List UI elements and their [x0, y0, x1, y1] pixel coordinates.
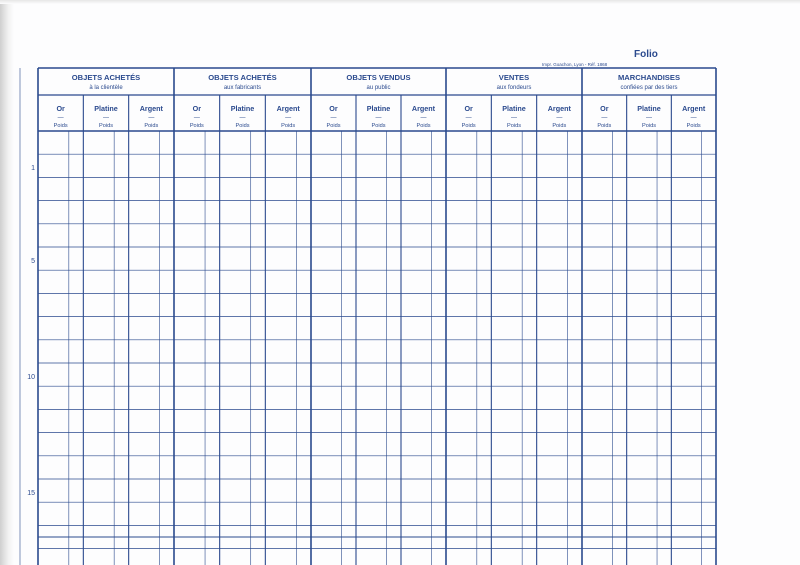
row-numbers: [27, 165, 35, 497]
row-number: 15: [27, 489, 35, 497]
metal-header: Platine: [637, 104, 661, 113]
metal-dash: —: [239, 115, 246, 121]
metal-dash: —: [103, 115, 109, 121]
metal-header: Or: [464, 104, 473, 113]
metal-dash: —: [556, 115, 563, 121]
metal-header: Argent: [682, 104, 706, 113]
metal-dash: —: [57, 115, 64, 121]
metal-dash: —: [690, 115, 697, 121]
metal-header: Argent: [139, 104, 163, 113]
weight-label: Poids: [642, 123, 656, 129]
metal-header: Argent: [276, 104, 300, 113]
metal-dash: —: [375, 115, 382, 121]
weight-label: Poids: [597, 123, 612, 129]
weight-label: Poids: [552, 123, 567, 129]
group-subtitle: aux fabricants: [223, 85, 262, 91]
group-subtitle: confiées par des tiers: [620, 85, 678, 91]
metal-header: Argent: [411, 104, 436, 113]
metal-dash: —: [148, 115, 155, 121]
printer-imprint: Impr. Goachon, Lyon - Réf. 1868: [542, 62, 608, 67]
weight-label: Poids: [281, 123, 296, 129]
metal-header: Argent: [547, 104, 571, 113]
group-subtitle: à la clientèle: [89, 85, 123, 91]
metal-header: Platine: [230, 104, 255, 113]
grid-lines: [20, 68, 716, 565]
group-subtitle: aux fondeurs: [496, 85, 532, 91]
metal-dash: —: [420, 115, 427, 121]
weight-label: Poids: [326, 123, 341, 129]
metal-header: Or: [192, 104, 202, 113]
row-number: 10: [27, 373, 35, 381]
metal-header: Or: [329, 104, 338, 113]
weight-label: Poids: [235, 123, 250, 129]
weight-label: Poids: [461, 123, 476, 129]
weight-label: Poids: [144, 123, 159, 129]
group-title: OBJETS ACHETÉS: [71, 73, 141, 82]
metal-header: Platine: [366, 104, 391, 113]
metal-dash: —: [285, 115, 292, 121]
group-title: MARCHANDISES: [617, 73, 681, 82]
weight-label: Poids: [99, 123, 113, 129]
metal-header: Or: [600, 104, 609, 113]
weight-label: Poids: [371, 123, 386, 129]
group-title: VENTES: [498, 73, 530, 82]
metal-header: Platine: [94, 104, 118, 113]
metal-dash: —: [646, 115, 652, 121]
group-title: OBJETS ACHETÉS: [208, 73, 277, 82]
metal-dash: —: [465, 115, 472, 121]
row-number: 5: [31, 257, 35, 265]
metal-header: Platine: [502, 104, 526, 113]
group-subtitle: au public: [366, 85, 391, 91]
weight-label: Poids: [53, 123, 68, 129]
weight-label: Poids: [416, 123, 431, 129]
group-title: OBJETS VENDUS: [346, 73, 411, 82]
metal-dash: —: [601, 115, 608, 121]
weight-label: Poids: [507, 123, 521, 129]
metal-dash: —: [330, 115, 337, 121]
metal-header: Or: [56, 104, 65, 113]
weight-label: Poids: [189, 123, 204, 129]
column-headers: [54, 73, 706, 129]
row-number: 1: [31, 164, 35, 172]
metal-dash: —: [193, 115, 200, 121]
folio-label: Folio: [634, 49, 658, 60]
weight-label: Poids: [686, 123, 701, 129]
metal-dash: —: [511, 115, 517, 121]
